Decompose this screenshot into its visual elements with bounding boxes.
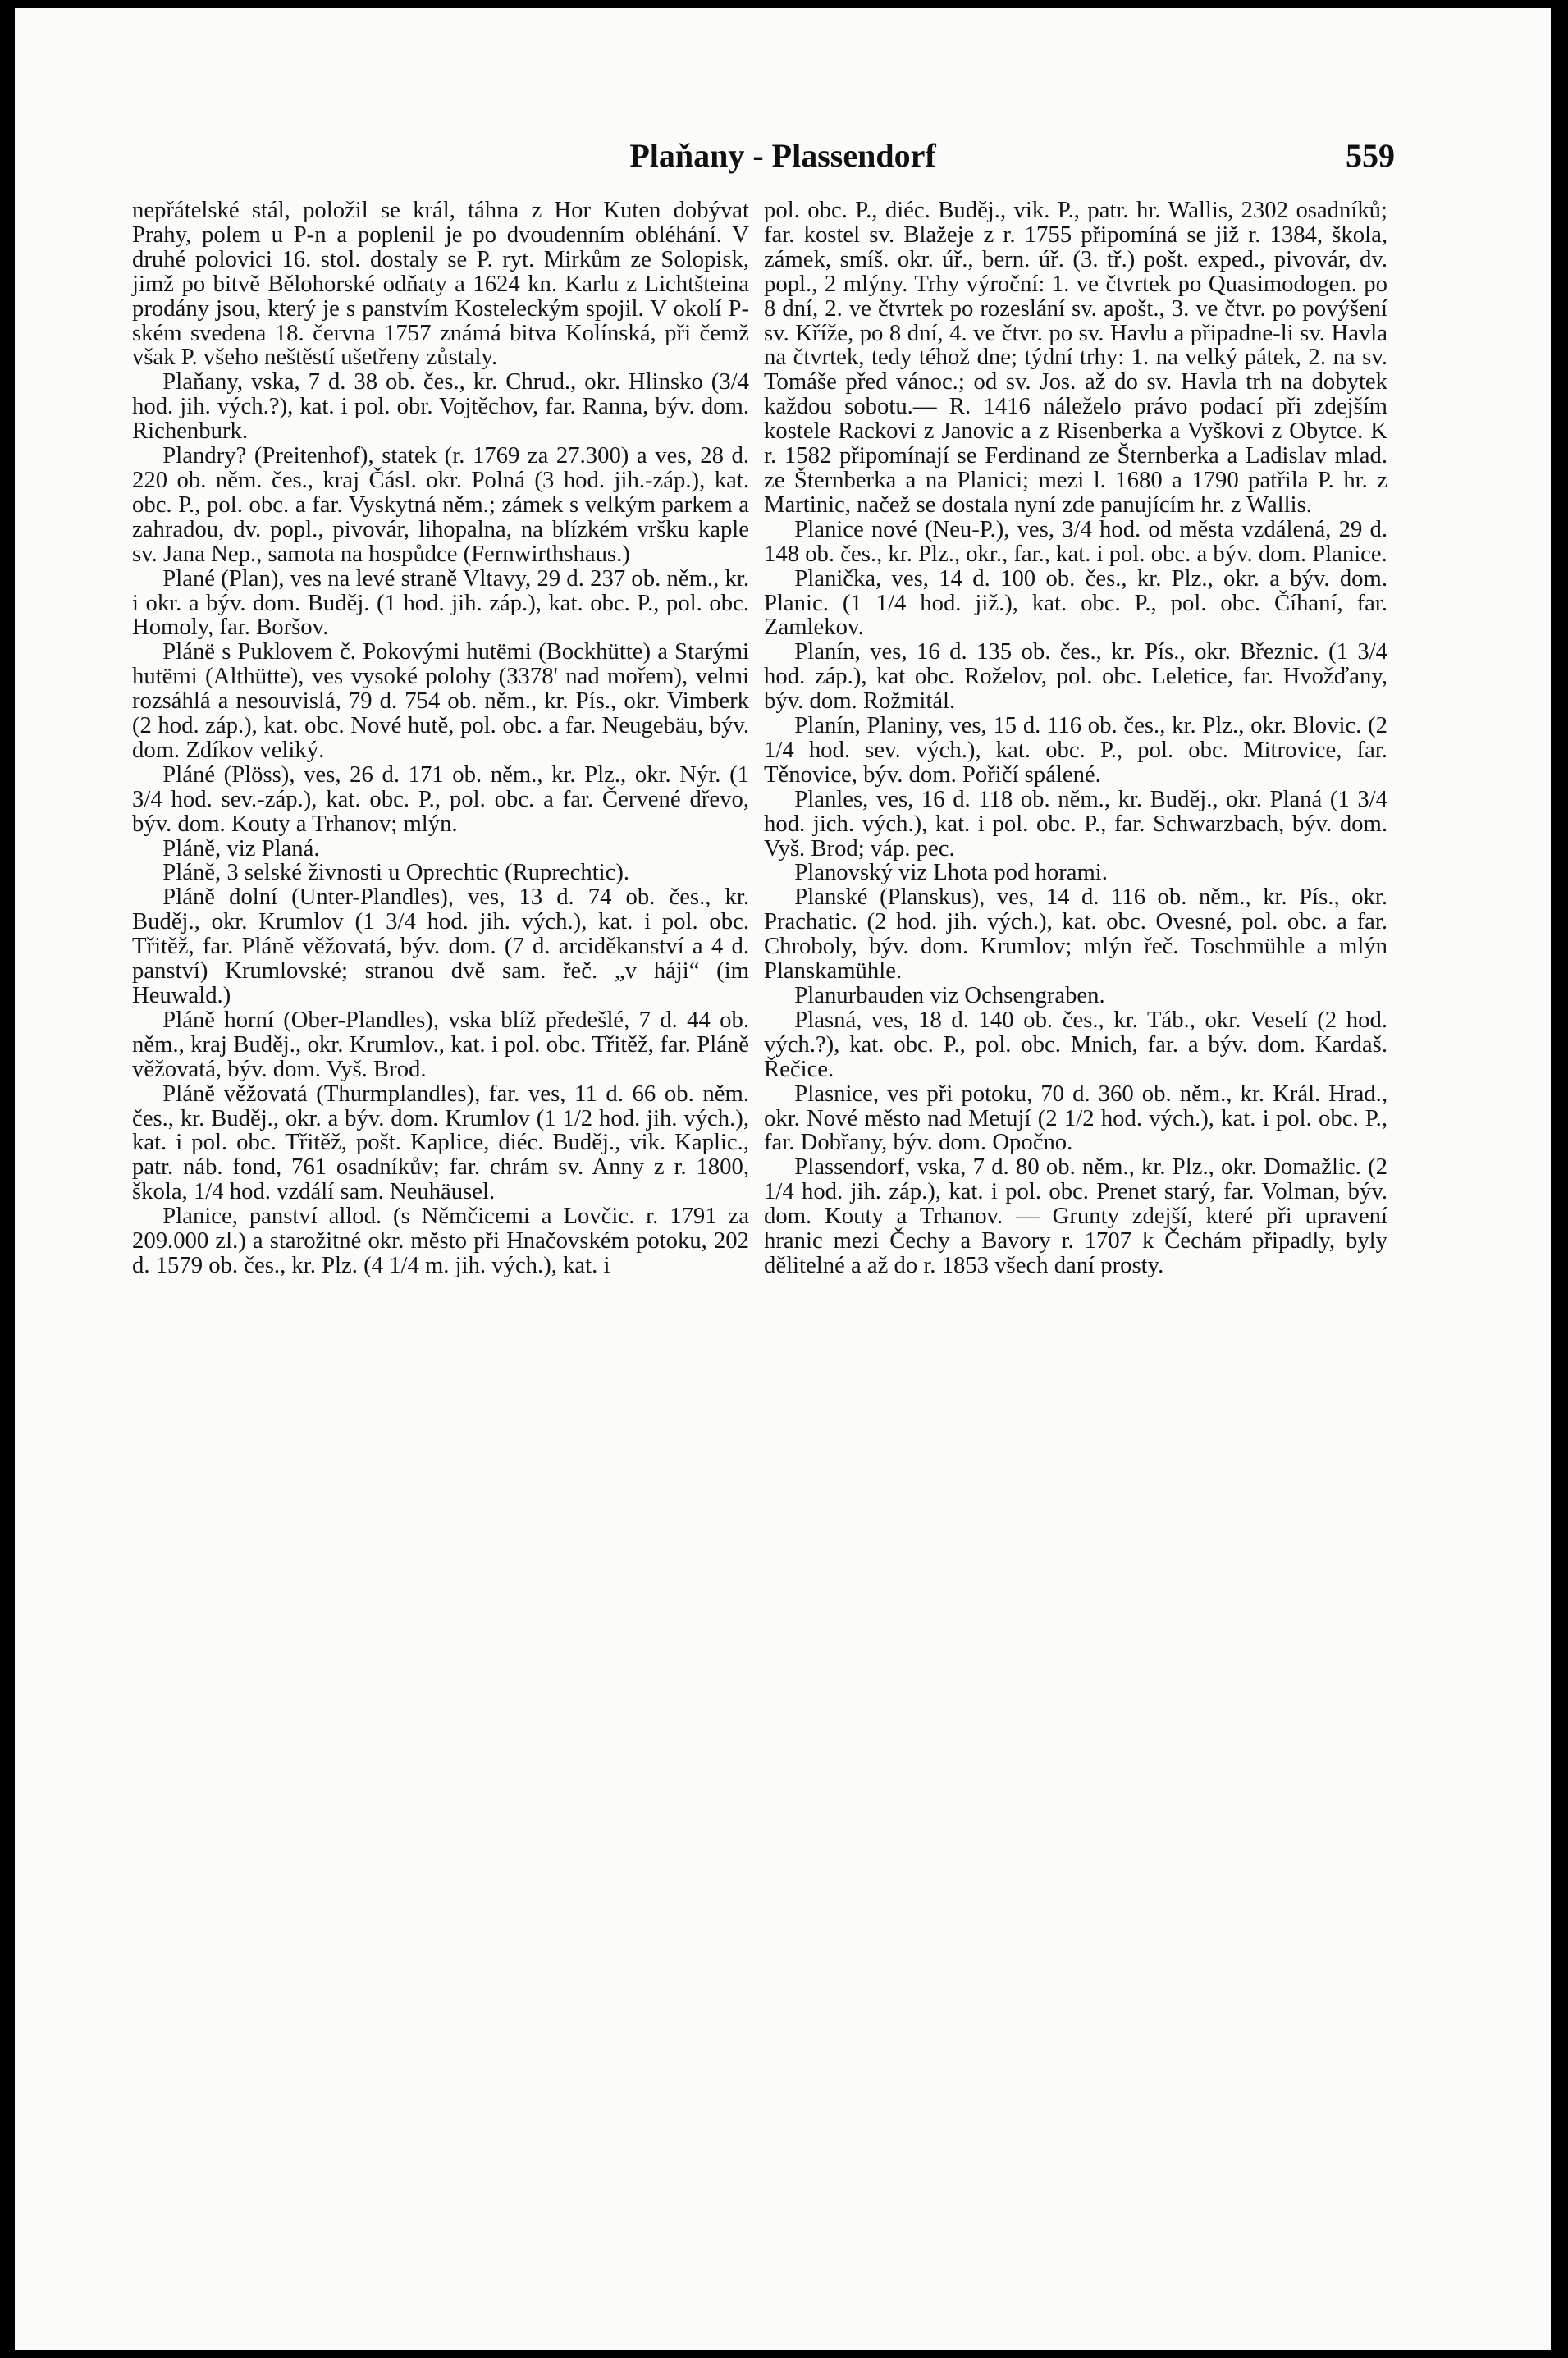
entry-paragraph: Planička, ves, 14 d. 100 ob. čes., kr. Plz., okr. a býv. dom. Planic. (1 1/4 hod. již.), kat. obc. P., pol. obc. Číhaní, far. Zamlekov. (764, 564, 1387, 641)
entry-paragraph: nepřátelské stál, položil se král, táhna z Hor Kuten dobývat Prahy, polem u P-n a poplenil je po dvoudenním obléhání. V druhé polovici 16. stol. dostaly se P. ryt. Mirkům ze Solopisk, jimž po bitvě Bělohorské odňaty a 1624 kn. Karlu z Lichtšteina prodány jsou, který je s panstvím Kosteleckým spojil. V okolí P-ském svedena 18. června 1757 známá bitva Kolínská, při čemž však P. všeho neštěstí ušetřeny zůstaly. (132, 197, 749, 371)
entry-paragraph: Planín, Planiny, ves, 15 d. 116 ob. čes., kr. Plz., okr. Blovic. (2 1/4 hod. sev. vých.), kat. obc. P., pol. obc. Mitrovice, far. Těnovice, býv. dom. Pořičí spálené. (764, 712, 1387, 788)
entry-paragraph: Planovský viz Lhota pod horami. (794, 859, 1108, 886)
entry-paragraph: pol. obc. P., diéc. Buděj., vik. P., patr. hr. Wallis, 2302 osadníků; far. kostel sv. Blažeje z r. 1755 připomíná se již r. 1384, škola, zámek, smíš. okr. úř., bern. úř. (3. tř.) pošt. exped., pivovár, dv. popl., 2 mlýny. Trhy výroční: 1. ve čtvrtek po Quasimodogen. po 8 dní, 2. ve čtvrtek po rozeslání sv. apošt., 3. ve čtvr. po povýšení sv. Kříže, po 8 dní, 4. ve čtvr. po sv. Havlu a připadne-li sv. Havla na čtvrtek, tedy téhož dne; týdní trhy: 1. na velký pátek, 2. na sv. Tomáše před vánoc.; od sv. Jos. až do sv. Havla trh na dobytek každou sobotu.— R. 1416 náleželo právo podací při zdejším kostele Rackovi z Janovic a z Risenberka a Vyškovi z Obytce. K r. 1582 připomínají se Ferdinand ze Šternberka a Ladislav mlad. ze Šternberka a na Planici; mezi l. 1680 a 1790 patřila P. hr. z Martinic, načež se dostala nyní zde panujícím hr. z Wallis. (764, 197, 1387, 518)
entry-paragraph: Plasnice, ves při potoku, 70 d. 360 ob. něm., kr. Král. Hrad., okr. Nové město nad Metují (2 1/2 hod. vých.), kat. i pol. obc. P., far. Dobřany, býv. dom. Opočno. (764, 1080, 1387, 1156)
entry-paragraph: Plané (Plan), ves na levé straně Vltavy, 29 d. 237 ob. něm., kr. i okr. a býv. dom. Buděj. (1 hod. jih. záp.), kat. obc. P., pol. obc. Homoly, far. Boršov. (132, 564, 749, 641)
running-title: Plaňany - Plassendorf (629, 137, 936, 174)
entry-paragraph: Planles, ves, 16 d. 118 ob. něm., kr. Buděj., okr. Planá (1 3/4 hod. jich. vých.), kat. i pol. obc. P., far. Schwarzbach, býv. dom. Vyš. Brod; váp. pec. (764, 785, 1387, 861)
page-number: 559 (1346, 137, 1395, 174)
entry-paragraph: Planurbauden viz Ochsengraben. (794, 982, 1105, 1008)
left-column (132, 199, 749, 1278)
entry-paragraph: Plaňany, vska, 7 d. 38 ob. čes., kr. Chrud., okr. Hlinsko (3/4 hod. jih. vých.?), kat. i pol. obr. Vojtěchov, far. Ranna, býv. dom. Richenburk. (132, 368, 749, 445)
entry-paragraph: Pláně horní (Ober-Plandles), vska blíž předešlé, 7 d. 44 ob. něm., kraj Buděj., okr. Krumlov., kat. i pol. obc. Třitěž, far. Pláně věžovatá, býv. dom. Vyš. Brod. (132, 1006, 749, 1082)
entry-paragraph: Plánë s Puklovem č. Pokovými hutëmi (Bockhütte) a Starými hutëmi (Althütte), ves vysoké polohy (3378' nad mořem), velmi rozsáhlá a nesouvislá, 79 d. 754 ob. něm., kr. Pís., okr. Vimberk (2 hod. záp.), kat. obc. Nové hutě, pol. obc. a far. Neugebäu, býv. dom. Zdíkov veliký. (132, 638, 749, 763)
book-page (15, 8, 1551, 2350)
entry-paragraph: Planské (Planskus), ves, 14 d. 116 ob. něm., kr. Pís., okr. Prachatic. (2 hod. jih. vých.), kat. obc. Ovesné, pol. obc. a far. Chroboly, býv. dom. Krumlov; mlýn řeč. Toschmühle a mlýn Planskamühle. (764, 884, 1387, 985)
entry-paragraph: Pláně věžovatá (Thurmplandles), far. ves, 11 d. 66 ob. něm. čes., kr. Buděj., okr. a býv. dom. Krumlov (1 1/2 hod. jih. vých.), kat. i pol. obc. Třitěž, pošt. Kaplice, diéc. Buděj., vik. Kaplic., patr. náb. fond, 761 osadníkův; far. chrám sv. Anny z r. 1800, škola, 1/4 hod. vzdálí sam. Neuhäusel. (132, 1080, 749, 1205)
page-header (15, 133, 1551, 179)
entry-paragraph: Pláně dolní (Unter-Plandles), ves, 13 d. 74 ob. čes., kr. Buděj., okr. Krumlov (1 3/4 hod. jih. vých.), kat. i pol. obc. Třitěž, far. Pláně věžovatá, býv. dom. (7 d. arciděkanství a 4 d. panství) Krumlovské; stranou dvě sam. řeč. „v háji“ (im Heuwald.) (132, 884, 749, 1008)
entry-paragraph: Plandry? (Preitenhof), statek (r. 1769 za 27.300) a ves, 28 d. 220 ob. něm. čes., kraj Čásl. okr. Polná (3 hod. jih.-záp.), kat. obc. P., pol. obc. a far. Vyskytná něm.; zámek s velkým parkem a zahradou, dv. popl., pivovár, lihopalna, na blízkém vršku kaple sv. Jana Nep., samota na hospůdce (Fernwirthshaus.) (132, 442, 749, 567)
entry-paragraph: Planín, ves, 16 d. 135 ob. čes., kr. Pís., okr. Březnic. (1 3/4 hod. záp.), kat obc. Roželov, pol. obc. Leletice, far. Hvožďany, býv. dom. Rožmitál. (764, 638, 1387, 715)
entry-paragraph: Plassendorf, vska, 7 d. 80 ob. něm., kr. Plz., okr. Domažlic. (2 1/4 hod. jih. záp.), kat. i pol. obc. Prenet starý, far. Volman, býv. dom. Kouty a Trhanov. — Grunty zdejší, které při upravení hranic mezi Čechy a Bavory r. 1707 k Čechám připadly, byly dělitelné a až do r. 1853 všech daní prosty. (764, 1154, 1387, 1278)
entry-paragraph: Plasná, ves, 18 d. 140 ob. čes., kr. Táb., okr. Veselí (2 hod. vých.?), kat. obc. P., pol. obc. Mnich, far. a býv. dom. Kardaš. Řečice. (764, 1006, 1387, 1082)
right-column (764, 199, 1387, 1278)
entry-paragraph: Planice nové (Neu-P.), ves, 3/4 hod. od města vzdálená, 29 d. 148 ob. čes., kr. Plz., okr., far., kat. i pol. obc. a býv. dom. Planice. (764, 515, 1387, 567)
entry-paragraph: Pláně, 3 selské živnosti u Oprechtic (Ruprechtic). (162, 859, 630, 886)
entry-paragraph: Pláné (Plöss), ves, 26 d. 171 ob. něm., kr. Plz., okr. Nýr. (1 3/4 hod. sev.-záp.), kat. obc. P., pol. obc. a far. Červené dřevo, býv. dom. Kouty a Trhanov; mlýn. (132, 761, 749, 837)
entry-paragraph: Pláně, viz Planá. (162, 834, 320, 861)
entry-paragraph: Planice, panství allod. (s Němčicemi a Lovčic. r. 1791 za 209.000 zl.) a starožitné okr. město při Hnačovském potoku, 202 d. 1579 ob. čes., kr. Plz. (4 1/4 m. jih. vých.), kat. i (132, 1203, 749, 1278)
